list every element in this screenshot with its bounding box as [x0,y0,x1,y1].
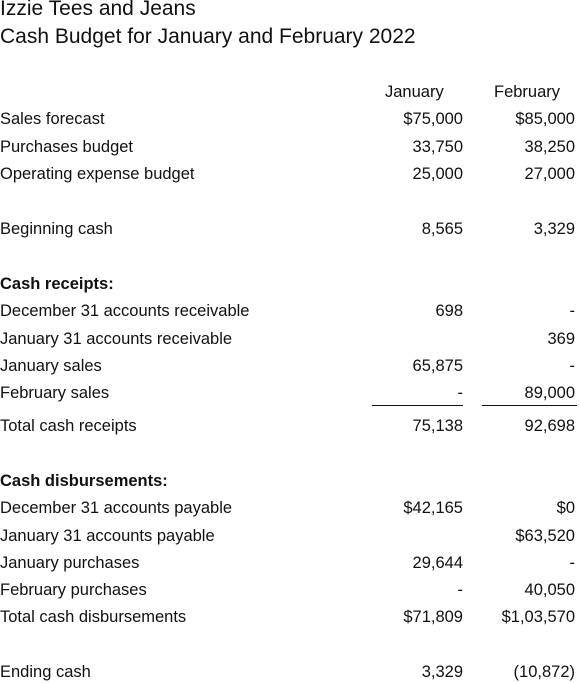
row-label: Beginning cash [0,220,113,238]
company-name: Izzie Tees and Jeans [0,0,196,20]
january-value: $75,000 [403,110,463,128]
january-value: 65,875 [412,357,463,375]
row-label: December 31 accounts payable [0,499,233,517]
row-sales-forecast [0,108,580,130]
february-subtotal-underline [482,405,577,406]
january-value: 75,138 [412,417,463,435]
row-label: Purchases budget [0,138,134,156]
january-value: - [457,581,463,599]
february-value: (10,872) [513,663,575,681]
february-value: 369 [547,330,575,348]
january-value: - [457,384,463,402]
column-header-february: February [494,83,561,101]
february-value: 89,000 [524,384,575,402]
row-dec31-receivable [0,300,580,322]
february-value: $63,520 [515,527,575,545]
january-value: 25,000 [412,165,463,183]
february-value: 40,050 [524,581,575,599]
row-label: Sales forecast [0,110,105,128]
january-value: $42,165 [403,499,463,517]
row-label: December 31 accounts receivable [0,302,250,320]
row-total-cash-disbursements [0,606,580,628]
row-february-purchases [0,579,580,601]
row-february-sales [0,382,580,404]
february-value: - [569,302,575,320]
row-jan31-receivable [0,328,580,350]
january-value: $71,809 [403,608,463,626]
february-value: 38,250 [524,138,575,156]
row-label: Total cash receipts [0,417,137,435]
document-title: Cash Budget for January and February 2022 [0,25,416,48]
row-operating-expense-budget [0,163,580,185]
row-label: Operating expense budget [0,165,195,183]
january-subtotal-underline [372,405,463,406]
row-january-sales [0,355,580,377]
column-header-row [0,81,580,103]
february-value: 27,000 [524,165,575,183]
row-purchases-budget [0,136,580,158]
row-label: January 31 accounts receivable [0,330,233,348]
row-label: January purchases [0,554,140,572]
row-label: Ending cash [0,663,91,681]
row-beginning-cash [0,218,580,240]
row-label: February sales [0,384,110,402]
february-value: $85,000 [515,110,575,128]
row-label: February purchases [0,581,147,599]
january-value: 698 [435,302,463,320]
january-value: 33,750 [412,138,463,156]
january-value: 8,565 [421,220,463,238]
section-heading-cash-receipts [0,273,580,295]
row-ending-cash [0,661,580,683]
row-label: January 31 accounts payable [0,527,215,545]
row-label: Total cash disbursements [0,608,187,626]
february-value: - [569,357,575,375]
section-heading-cash-disbursements [0,470,580,492]
february-value: $0 [556,499,575,517]
row-label: January sales [0,357,102,375]
row-jan31-payable [0,525,580,547]
column-header-january: January [385,83,444,101]
row-dec31-payable [0,497,580,519]
row-total-cash-receipts [0,415,580,437]
section-heading: Cash receipts: [0,275,114,293]
february-value: 92,698 [524,417,575,435]
february-value: $1,03,570 [501,608,575,626]
january-value: 3,329 [421,663,463,681]
february-value: 3,329 [533,220,575,238]
january-value: 29,644 [412,554,463,572]
february-value: - [569,554,575,572]
section-heading: Cash disbursements: [0,472,168,490]
row-january-purchases [0,552,580,574]
